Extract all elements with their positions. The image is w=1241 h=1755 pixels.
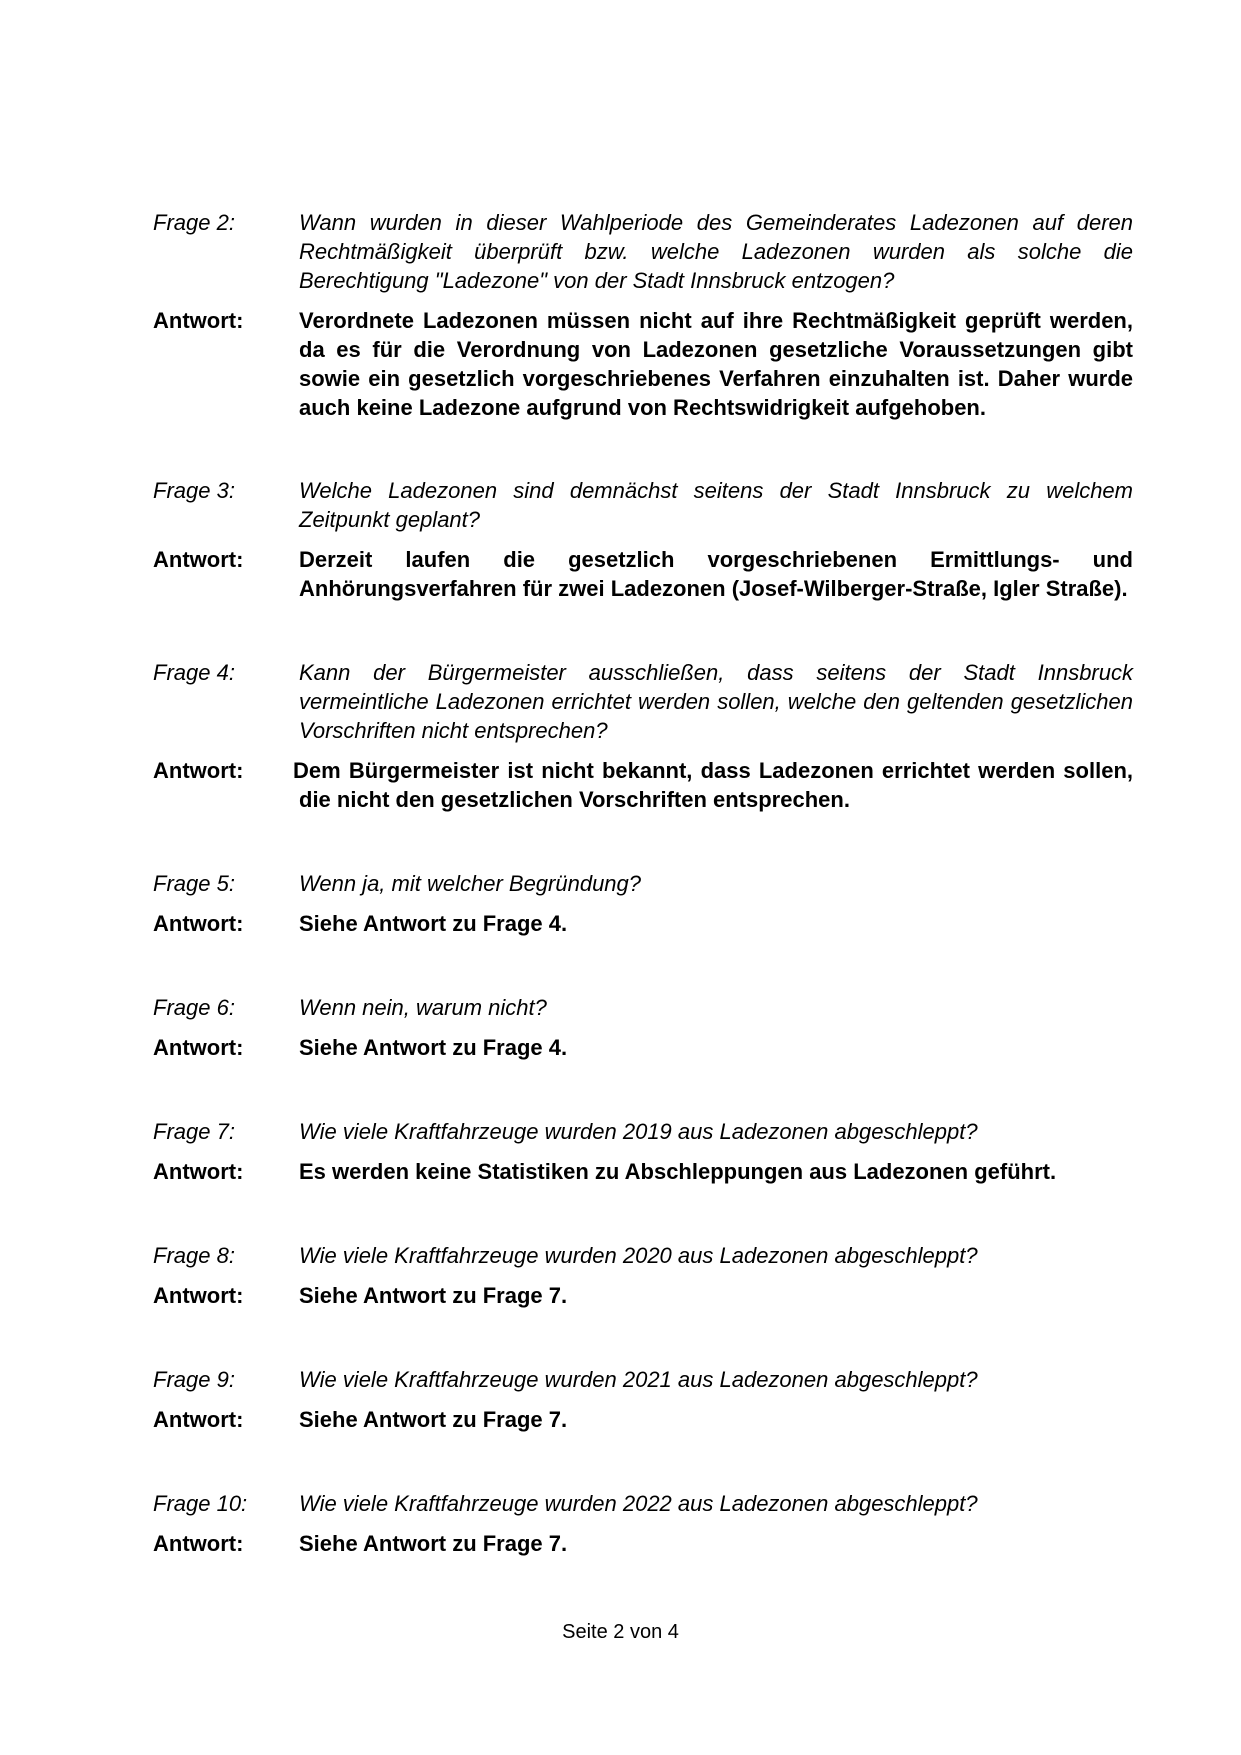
answer-label: Antwort: — [153, 911, 244, 936]
answer-row — [153, 1157, 1133, 1186]
answer-text: Siehe Antwort zu Frage 7. — [299, 1407, 568, 1432]
answer-row — [153, 306, 1133, 422]
answer-label: Antwort: — [153, 1531, 244, 1556]
answer-row — [153, 756, 1133, 814]
question-label: Frage 10: — [153, 1491, 248, 1516]
answer-row — [153, 1529, 1133, 1558]
answer-text: Derzeit laufen die gesetzlich vorgeschriebenen Ermittlungs- und Anhörungsverfahren für zwei Ladezonen (Josef-Wilberger-Straße, Igler Straße). — [299, 547, 1133, 601]
question-label: Frage 8: — [153, 1243, 235, 1268]
qa-block-frage-4 — [153, 658, 1133, 814]
question-text: Wie viele Kraftfahrzeuge wurden 2022 aus Ladezonen abgeschleppt? — [299, 1491, 978, 1516]
answer-label: Antwort: — [153, 1407, 244, 1432]
page-number: Seite 2 von 4 — [562, 1621, 679, 1643]
answer-label: Antwort: — [153, 1283, 244, 1308]
question-text: Wenn nein, warum nicht? — [299, 995, 547, 1020]
answer-text: Siehe Antwort zu Frage 7. — [299, 1531, 568, 1556]
answer-label: Antwort: — [153, 758, 244, 783]
answer-row — [153, 1033, 1133, 1062]
question-text: Wie viele Kraftfahrzeuge wurden 2019 aus Ladezonen abgeschleppt? — [299, 1119, 978, 1144]
qa-block-frage-3 — [153, 476, 1133, 603]
qa-block-frage-6 — [153, 993, 1133, 1062]
answer-text: Siehe Antwort zu Frage 4. — [299, 911, 568, 936]
question-text: Kann der Bürgermeister ausschließen, dass seitens der Stadt Innsbruck vermeintliche Ladezonen errichtet werden sollen, welche den geltenden gesetzlichen Vorschriften nicht entsprechen? — [299, 660, 1133, 743]
answer-row — [153, 909, 1133, 938]
answer-label: Antwort: — [153, 1159, 244, 1184]
answer-text: Siehe Antwort zu Frage 4. — [299, 1035, 568, 1060]
question-row — [153, 993, 1133, 1022]
answer-row — [153, 1405, 1133, 1434]
question-row — [153, 869, 1133, 898]
question-label: Frage 5: — [153, 871, 235, 896]
answer-row — [153, 545, 1133, 603]
question-row — [153, 476, 1133, 534]
answer-label: Antwort: — [153, 547, 244, 572]
answer-row — [153, 1281, 1133, 1310]
qa-block-frage-9 — [153, 1365, 1133, 1434]
question-row — [153, 1241, 1133, 1270]
question-text: Wann wurden in dieser Wahlperiode des Gemeinderates Ladezonen auf deren Rechtmäßigkeit überprüft bzw. welche Ladezonen wurden als solche die Berechtigung "Ladezone" von der Stadt Innsbruck entzogen? — [299, 210, 1133, 293]
qa-block-frage-5 — [153, 869, 1133, 938]
question-label: Frage 9: — [153, 1367, 235, 1392]
question-label: Frage 2: — [153, 210, 235, 235]
question-row — [153, 658, 1133, 745]
answer-text: Siehe Antwort zu Frage 7. — [299, 1283, 568, 1308]
question-row — [153, 1365, 1133, 1394]
question-text: Wenn ja, mit welcher Begründung? — [299, 871, 642, 896]
answer-text: Es werden keine Statistiken zu Abschleppungen aus Ladezonen geführt. — [299, 1159, 1057, 1184]
qa-block-frage-7 — [153, 1117, 1133, 1186]
question-label: Frage 6: — [153, 995, 235, 1020]
question-text: Welche Ladezonen sind demnächst seitens der Stadt Innsbruck zu welchem Zeitpunkt geplant? — [299, 478, 1133, 532]
answer-label: Antwort: — [153, 1035, 244, 1060]
qa-block-frage-10 — [153, 1489, 1133, 1558]
answer-label: Antwort: — [153, 308, 244, 333]
qa-block-frage-8 — [153, 1241, 1133, 1310]
qa-block-frage-2 — [153, 208, 1133, 422]
answer-text: Dem Bürgermeister ist nicht bekannt, dass Ladezonen errichtet werden sollen, die nicht den gesetzlichen Vorschriften entsprechen. — [293, 758, 1133, 812]
question-label: Frage 3: — [153, 478, 235, 503]
question-label: Frage 7: — [153, 1119, 235, 1144]
question-row — [153, 1117, 1133, 1146]
question-row — [153, 208, 1133, 295]
answer-text: Verordnete Ladezonen müssen nicht auf ihre Rechtmäßigkeit geprüft werden, da es für die Verordnung von Ladezonen gesetzliche Voraussetzungen gibt sowie ein gesetzlich vorgeschriebenes Verfahren einzuhalten ist. Daher wurde auch keine Ladezone aufgrund von Rechtswidrigkeit aufgehoben. — [299, 308, 1133, 420]
question-text: Wie viele Kraftfahrzeuge wurden 2021 aus Ladezonen abgeschleppt? — [299, 1367, 978, 1392]
question-row — [153, 1489, 1133, 1518]
question-text: Wie viele Kraftfahrzeuge wurden 2020 aus Ladezonen abgeschleppt? — [299, 1243, 978, 1268]
question-label: Frage 4: — [153, 660, 235, 685]
